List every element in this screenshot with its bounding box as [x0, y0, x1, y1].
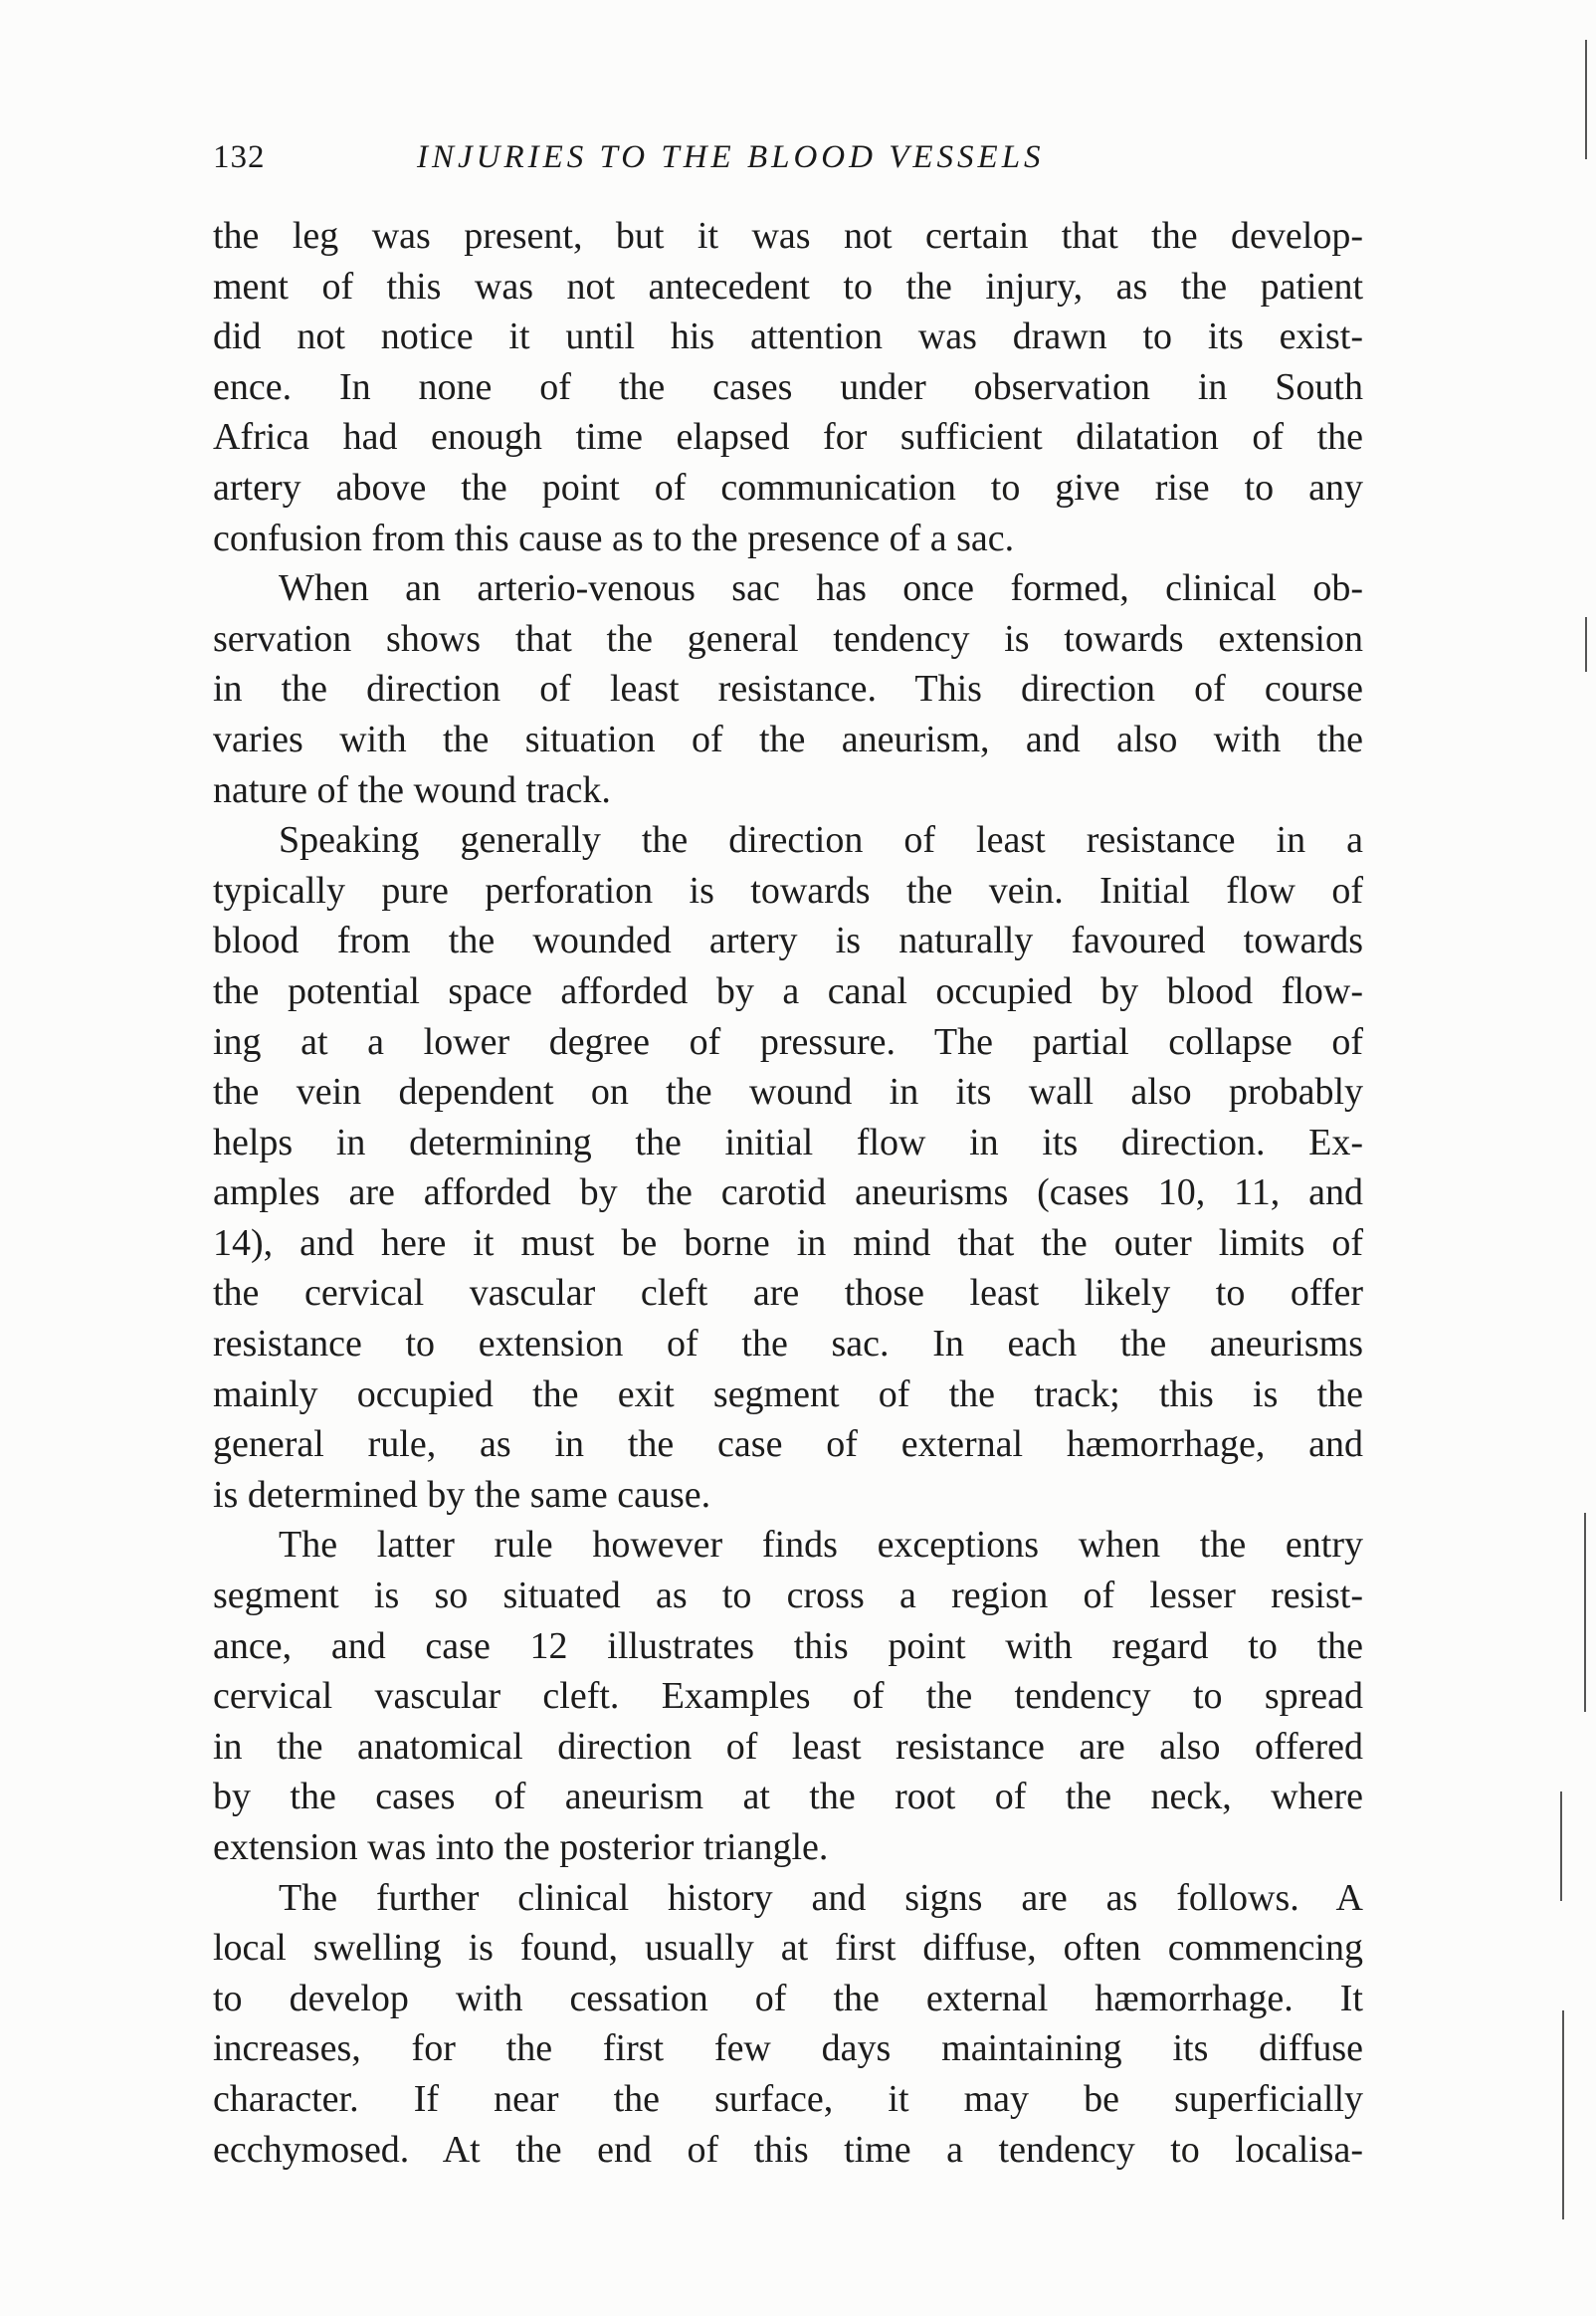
text-line: in the anatomical direction of least resistance are also offered [213, 1725, 1363, 1768]
text-line: ment of this was not antecedent to the injury, as the patient [213, 265, 1363, 308]
text-line: typically pure perforation is towards the vein. Initial flow of [213, 869, 1363, 912]
text-line: to develop with cessation of the external hæmorrhage. It [213, 1977, 1363, 2019]
text-line: confusion from this cause as to the presence of a sac. [213, 517, 1015, 559]
text-line: The further clinical history and signs are as follows. A [279, 1876, 1363, 1919]
text-line: ence. In none of the cases under observation in South [213, 365, 1363, 408]
text-line: Speaking generally the direction of least resistance in a [279, 819, 1363, 862]
page-number: 132 [213, 139, 266, 175]
text-line: the cervical vascular cleft are those least likely to offer [213, 1272, 1363, 1315]
text-line: resistance to extension of the sac. In each the aneurisms [213, 1323, 1363, 1366]
text-line: artery above the point of communication to give rise to any [213, 466, 1363, 509]
scan-artifact [1585, 617, 1587, 672]
text-line: the potential space afforded by a canal occupied by blood flow- [213, 969, 1363, 1012]
text-line: increases, for the first few days maintaining its diffuse [213, 2027, 1363, 2070]
scan-artifact [1560, 1791, 1562, 1901]
text-line: by the cases of aneurism at the root of the neck, where [213, 1776, 1363, 1818]
text-line: general rule, as in the case of external hæmorrhage, and [213, 1423, 1363, 1466]
text-line: in the direction of least resistance. This direction of course [213, 668, 1363, 711]
text-line: ing at a lower degree of pressure. The partial collapse of [213, 1020, 1363, 1063]
text-line: segment is so situated as to cross a region of lesser resist- [213, 1575, 1363, 1617]
text-line: local swelling is found, usually at first diffuse, often commencing [213, 1927, 1363, 1970]
text-line: The latter rule however finds exceptions when the entry [279, 1524, 1363, 1567]
text-line: character. If near the surface, it may be superficially [213, 2077, 1363, 2120]
text-line: mainly occupied the exit segment of the track; this is the [213, 1372, 1363, 1415]
scan-artifact [1584, 1513, 1586, 1712]
text-line: the leg was present, but it was not certain that the develop- [213, 215, 1363, 257]
page-header [213, 127, 1363, 187]
text-line: servation shows that the general tendency is towards extension [213, 617, 1363, 660]
text-line: Africa had enough time elapsed for sufficient dilatation of the [213, 416, 1363, 459]
text-line: varies with the situation of the aneurism, and also with the [213, 718, 1363, 760]
scan-artifact [1585, 40, 1587, 159]
scan-artifact [1562, 2010, 1564, 2219]
text-line: is determined by the same cause. [213, 1473, 711, 1516]
text-line: helps in determining the initial flow in its direction. Ex- [213, 1121, 1363, 1163]
text-line: extension was into the posterior triangle. [213, 1826, 829, 1868]
text-line: amples are afforded by the carotid aneurisms (cases 10, 11, and [213, 1171, 1363, 1214]
text-line: the vein dependent on the wound in its wall also probably [213, 1071, 1363, 1114]
running-title: INJURIES TO THE BLOOD VESSELS [417, 139, 1045, 175]
text-line: cervical vascular cleft. Examples of the tendency to spread [213, 1675, 1363, 1718]
text-line: ance, and case 12 illustrates this point with regard to the [213, 1624, 1363, 1667]
text-line: 14), and here it must be borne in mind that the outer limits of [213, 1221, 1363, 1264]
text-line: did not notice it until his attention was drawn to its exist- [213, 316, 1363, 358]
body-text [213, 211, 1363, 2175]
text-line: blood from the wounded artery is naturally favoured towards [213, 920, 1363, 962]
text-line: nature of the wound track. [213, 768, 611, 811]
text-line: When an arterio-venous sac has once formed, clinical ob- [279, 567, 1363, 610]
text-line: ecchymosed. At the end of this time a tendency to localisa- [213, 2128, 1363, 2171]
